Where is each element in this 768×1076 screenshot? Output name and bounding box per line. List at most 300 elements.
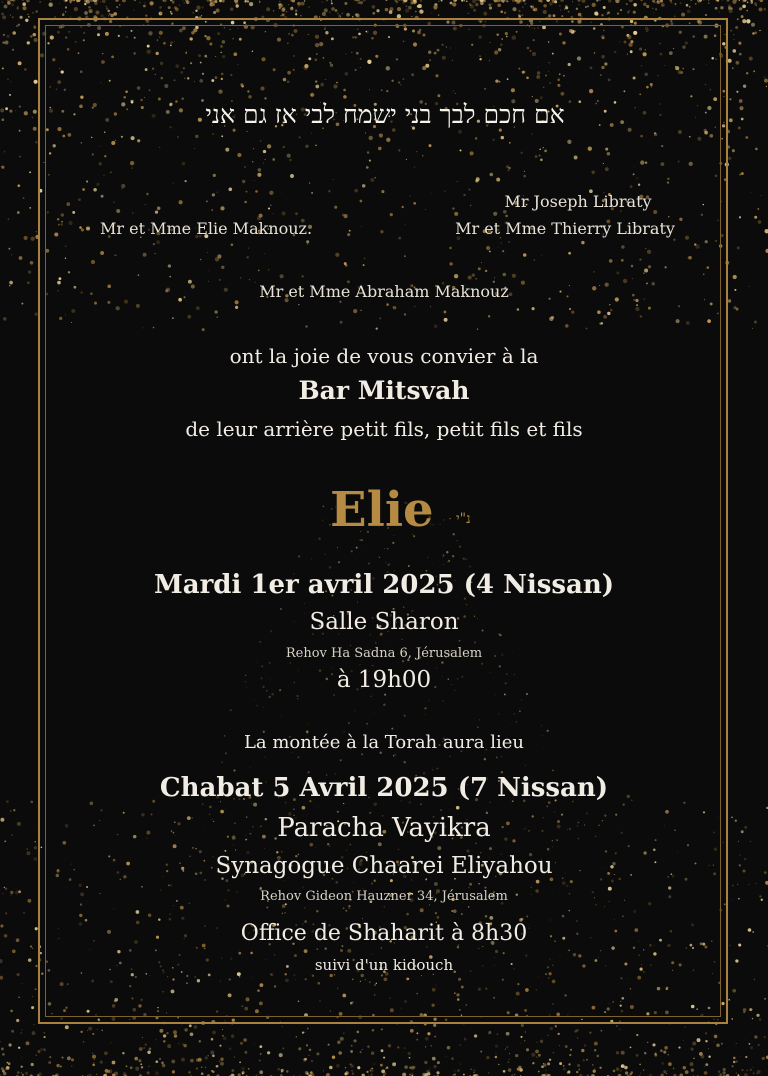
glitter-dot (181, 1024, 182, 1025)
glitter-dot (168, 6, 171, 9)
glitter-dot (266, 7, 270, 11)
glitter-dot (87, 1030, 88, 1031)
glitter-dot (755, 883, 756, 884)
glitter-dot (441, 0, 443, 2)
glitter-dot (484, 1, 485, 2)
glitter-dot (473, 9, 476, 12)
glitter-dot (762, 1057, 765, 1060)
glitter-dot (33, 110, 37, 114)
glitter-dot (564, 8, 565, 9)
glitter-dot (653, 12, 654, 13)
glitter-dot (601, 14, 603, 16)
glitter-dot (545, 1070, 546, 1071)
glitter-dot (708, 1056, 710, 1058)
glitter-dot (748, 884, 749, 885)
glitter-dot (199, 1040, 201, 1042)
glitter-dot (674, 3, 676, 5)
glitter-dot (309, 1049, 312, 1052)
glitter-dot (292, 0, 295, 2)
glitter-dot (0, 1041, 1, 1042)
glitter-dot (147, 1050, 151, 1054)
glitter-dot (170, 11, 172, 13)
glitter-dot (11, 3, 14, 6)
glitter-dot (331, 2, 333, 4)
glitter-dot (577, 1037, 578, 1038)
glitter-dot (174, 6, 177, 9)
glitter-dot (585, 6, 587, 8)
glitter-dot (92, 1055, 96, 1059)
glitter-dot (29, 207, 31, 209)
glitter-dot (385, 1068, 386, 1069)
glitter-dot (742, 0, 745, 2)
glitter-dot (31, 1063, 34, 1066)
glitter-dot (431, 12, 432, 13)
glitter-dot (596, 0, 598, 2)
glitter-dot (94, 1059, 95, 1060)
glitter-dot (344, 2, 347, 5)
glitter-dot (719, 12, 720, 13)
glitter-dot (733, 1057, 736, 1060)
glitter-dot (405, 9, 409, 13)
glitter-dot (509, 1053, 511, 1055)
glitter-dot (18, 996, 20, 998)
glitter-dot (303, 1059, 305, 1061)
glitter-dot (756, 5, 757, 6)
glitter-dot (143, 5, 146, 8)
glitter-dot (119, 4, 121, 6)
glitter-dot (7, 1062, 9, 1064)
glitter-dot (13, 0, 16, 2)
glitter-dot (106, 6, 107, 7)
glitter-dot (759, 30, 760, 31)
glitter-dot (543, 1063, 544, 1064)
glitter-dot (576, 8, 578, 10)
office-time: Office de Shaharit à 8h30 (240, 921, 528, 946)
glitter-dot (239, 1061, 241, 1063)
glitter-dot (304, 0, 305, 1)
glitter-dot (601, 1030, 603, 1032)
glitter-dot (328, 1044, 330, 1046)
glitter-dot (476, 0, 478, 1)
glitter-dot (162, 1064, 165, 1067)
glitter-dot (279, 7, 281, 9)
glitter-dot (498, 1064, 499, 1065)
glitter-dot (9, 94, 11, 96)
glitter-dot (174, 0, 175, 1)
glitter-dot (661, 1062, 664, 1065)
glitter-dot (418, 4, 422, 8)
host-right-line2: Mr et Mme Thierry Libraty (455, 219, 675, 238)
glitter-dot (533, 8, 536, 11)
glitter-dot (732, 149, 735, 152)
glitter-dot (414, 1026, 415, 1027)
glitter-dot (739, 7, 742, 10)
glitter-dot (624, 1066, 628, 1070)
glitter-dot (102, 0, 106, 3)
glitter-dot (337, 13, 339, 15)
glitter-dot (371, 1051, 374, 1054)
glitter-dot (565, 1045, 568, 1048)
glitter-dot (345, 1071, 349, 1075)
glitter-dot (570, 1049, 572, 1051)
glitter-dot (27, 41, 30, 44)
glitter-dot (105, 1073, 107, 1075)
glitter-dot (32, 948, 33, 949)
glitter-dot (753, 70, 755, 72)
glitter-dot (19, 256, 23, 260)
glitter-dot (480, 1, 484, 5)
glitter-dot (764, 77, 765, 78)
glitter-dot (452, 3, 454, 5)
glitter-dot (381, 1028, 383, 1030)
glitter-dot (249, 2, 253, 6)
glitter-dot (431, 1045, 432, 1046)
glitter-dot (184, 3, 185, 4)
glitter-dot (693, 1058, 694, 1059)
glitter-dot (26, 848, 27, 849)
glitter-dot (705, 1063, 708, 1066)
glitter-dot (360, 1051, 362, 1053)
glitter-dot (34, 38, 38, 42)
glitter-dot (685, 1070, 689, 1074)
glitter-dot (626, 3, 628, 5)
glitter-dot (116, 6, 118, 8)
glitter-dot (433, 1065, 436, 1068)
glitter-dot (420, 0, 422, 2)
glitter-dot (130, 1066, 133, 1069)
glitter-dot (752, 1018, 753, 1019)
glitter-dot (592, 1064, 593, 1065)
glitter-dot (560, 0, 564, 2)
glitter-dot (316, 1052, 319, 1055)
glitter-dot (735, 26, 738, 29)
glitter-dot (13, 809, 15, 811)
glitter-dot (10, 81, 11, 82)
glitter-dot (298, 1047, 301, 1050)
glitter-dot (26, 0, 30, 2)
glitter-dot (296, 1036, 297, 1037)
glitter-dot (372, 1029, 375, 1032)
glitter-dot (32, 996, 33, 997)
glitter-dot (660, 1049, 663, 1052)
glitter-dot (495, 1056, 498, 1059)
glitter-dot (615, 0, 619, 3)
glitter-dot (113, 12, 117, 16)
glitter-dot (739, 99, 743, 103)
glitter-dot (95, 10, 99, 14)
glitter-dot (633, 11, 636, 14)
glitter-dot (277, 1068, 280, 1071)
glitter-dot (10, 1010, 13, 1013)
glitter-dot (520, 1036, 522, 1038)
glitter-dot (549, 1059, 551, 1061)
glitter-dot (754, 31, 757, 34)
glitter-dot (732, 67, 734, 69)
glitter-dot (729, 98, 731, 100)
glitter-dot (763, 8, 766, 11)
glitter-dot (737, 884, 738, 885)
glitter-dot (3, 34, 5, 36)
glitter-dot (473, 1069, 475, 1071)
glitter-dot (208, 1055, 209, 1056)
glitter-dot (201, 15, 202, 16)
glitter-dot (3, 1072, 7, 1076)
glitter-dot (678, 1047, 680, 1049)
glitter-dot (220, 1058, 223, 1061)
glitter-dot (408, 6, 412, 10)
glitter-dot (2, 1, 3, 2)
glitter-dot (2, 67, 4, 69)
glitter-dot (24, 236, 28, 240)
glitter-dot (286, 1070, 288, 1072)
glitter-dot (222, 1035, 224, 1037)
glitter-dot (625, 1071, 628, 1074)
glitter-dot (48, 1061, 51, 1064)
glitter-dot (43, 1048, 46, 1051)
glitter-dot (44, 1037, 45, 1038)
glitter-dot (603, 6, 606, 9)
glitter-dot (23, 197, 25, 199)
glitter-dot (229, 1048, 232, 1051)
host-center: Mr et Mme Abraham Maknouz (259, 282, 509, 301)
glitter-dot (141, 1066, 143, 1068)
glitter-dot (159, 1029, 163, 1033)
glitter-dot (8, 1062, 11, 1065)
glitter-dot (616, 1051, 619, 1054)
glitter-dot (525, 1032, 526, 1033)
glitter-dot (425, 1037, 429, 1041)
glitter-dot (219, 1045, 221, 1047)
glitter-dot (326, 16, 327, 17)
glitter-dot (201, 6, 203, 8)
glitter-dot (19, 106, 21, 108)
glitter-dot (742, 19, 746, 23)
glitter-dot (301, 2, 305, 6)
glitter-dot (149, 1048, 152, 1051)
glitter-dot (254, 1043, 255, 1044)
glitter-dot (170, 0, 173, 1)
torah-intro: La montée à la Torah aura lieu (243, 732, 525, 753)
glitter-dot (22, 983, 23, 984)
glitter-dot (18, 61, 22, 65)
glitter-dot (746, 72, 748, 74)
glitter-dot (731, 1018, 733, 1020)
glitter-dot (190, 1059, 194, 1063)
glitter-dot (587, 5, 589, 7)
glitter-dot (22, 6, 26, 10)
glitter-dot (339, 1041, 340, 1042)
glitter-dot (139, 1073, 140, 1074)
glitter-dot (326, 0, 328, 1)
glitter-dot (416, 1032, 418, 1034)
glitter-dot (652, 8, 653, 9)
glitter-dot (692, 0, 693, 1)
glitter-dot (155, 1039, 156, 1040)
glitter-dot (281, 1069, 284, 1072)
glitter-dot (324, 8, 328, 12)
glitter-dot (736, 1073, 737, 1074)
glitter-dot (438, 1, 439, 2)
glitter-dot (722, 0, 723, 1)
glitter-dot (402, 1073, 406, 1076)
glitter-dot (122, 0, 126, 2)
torah-date: Chabat 5 Avril 2025 (7 Nissan) (159, 773, 609, 803)
glitter-dot (756, 1073, 757, 1074)
kidouch-line: suivi d'un kidouch (314, 956, 454, 974)
glitter-dot (172, 1070, 175, 1073)
glitter-dot (80, 1031, 82, 1033)
glitter-dot (353, 1039, 356, 1042)
glitter-dot (311, 1060, 313, 1062)
glitter-dot (92, 1063, 95, 1066)
glitter-dot (329, 1066, 333, 1070)
glitter-dot (4, 5, 8, 9)
glitter-dot (144, 2, 145, 3)
glitter-dot (106, 7, 108, 9)
glitter-dot (332, 1056, 335, 1059)
glitter-dot (282, 13, 285, 16)
glitter-dot (745, 136, 748, 139)
glitter-dot (764, 998, 766, 1000)
glitter-dot (454, 1070, 455, 1071)
glitter-dot (331, 0, 332, 1)
glitter-dot (629, 0, 633, 2)
glitter-dot (7, 79, 8, 80)
glitter-dot (295, 9, 298, 12)
glitter-dot (367, 1046, 369, 1048)
glitter-dot (1, 118, 4, 121)
glitter-dot (714, 1035, 718, 1039)
glitter-dot (193, 12, 194, 13)
glitter-dot (12, 31, 16, 35)
glitter-dot (753, 1072, 755, 1074)
glitter-dot (504, 12, 506, 14)
glitter-dot (171, 13, 173, 15)
glitter-dot (654, 1053, 656, 1055)
glitter-dot (415, 11, 417, 13)
glitter-dot (728, 4, 731, 7)
glitter-dot (337, 1040, 341, 1044)
glitter-dot (1, 13, 4, 16)
glitter-dot (543, 10, 547, 14)
glitter-dot (31, 1006, 34, 1009)
glitter-dot (578, 0, 581, 2)
glitter-dot (33, 25, 35, 27)
glitter-dot (741, 15, 744, 18)
glitter-dot (188, 1071, 190, 1073)
glitter-dot (474, 1034, 477, 1037)
glitter-dot (110, 1042, 111, 1043)
glitter-dot (260, 1053, 262, 1055)
glitter-dot (470, 1069, 472, 1071)
glitter-dot (144, 1043, 147, 1046)
glitter-dot (216, 1065, 219, 1068)
glitter-dot (388, 1044, 391, 1047)
glitter-dot (708, 0, 710, 1)
glitter-dot (760, 195, 761, 196)
glitter-dot (10, 0, 13, 1)
glitter-dot (636, 1034, 638, 1036)
glitter-dot (691, 1068, 694, 1071)
glitter-dot (505, 1049, 506, 1050)
glitter-dot (88, 6, 91, 9)
glitter-dot (517, 1068, 520, 1071)
glitter-dot (754, 216, 757, 219)
glitter-dot (708, 1048, 709, 1049)
glitter-dot (174, 1034, 177, 1037)
glitter-dot (401, 0, 403, 1)
glitter-dot (241, 1067, 245, 1071)
glitter-dot (9, 110, 12, 113)
glitter-dot (723, 1071, 726, 1074)
glitter-dot (97, 1029, 98, 1030)
glitter-dot (752, 1067, 753, 1068)
glitter-dot (697, 1038, 701, 1042)
party-time: à 19h00 (336, 667, 432, 693)
glitter-dot (409, 1066, 411, 1068)
glitter-dot (89, 9, 93, 13)
glitter-dot (671, 2, 673, 4)
glitter-dot (705, 1040, 707, 1042)
glitter-dot (410, 1029, 414, 1033)
glitter-dot (86, 0, 90, 4)
glitter-dot (190, 1032, 194, 1036)
glitter-dot (578, 4, 580, 6)
glitter-dot (549, 2, 553, 6)
glitter-dot (92, 1033, 94, 1035)
glitter-dot (19, 16, 22, 19)
glitter-dot (143, 1047, 144, 1048)
glitter-dot (685, 1027, 686, 1028)
glitter-dot (695, 3, 696, 4)
glitter-dot (6, 35, 9, 38)
glitter-dot (194, 1025, 197, 1028)
glitter-dot (430, 1068, 431, 1069)
glitter-dot (433, 5, 437, 9)
glitter-dot (350, 1050, 353, 1053)
glitter-dot (750, 1069, 752, 1071)
glitter-dot (523, 0, 526, 2)
glitter-dot (460, 1064, 461, 1065)
glitter-dot (613, 1070, 616, 1073)
glitter-dot (691, 0, 692, 1)
glitter-dot (211, 1070, 213, 1072)
glitter-dot (629, 10, 630, 11)
glitter-dot (2, 41, 4, 43)
glitter-dot (395, 1063, 396, 1064)
glitter-dot (259, 1, 261, 3)
glitter-dot (219, 0, 222, 2)
glitter-dot (756, 1014, 759, 1017)
glitter-dot (488, 1033, 490, 1035)
glitter-dot (745, 1056, 747, 1058)
glitter-dot (12, 49, 14, 51)
glitter-dot (304, 1032, 305, 1033)
glitter-dot (0, 108, 4, 112)
glitter-dot (540, 1040, 543, 1043)
glitter-dot (308, 6, 310, 8)
glitter-dot (743, 85, 746, 88)
glitter-dot (703, 0, 704, 1)
glitter-dot (749, 1043, 751, 1045)
glitter-dot (663, 1051, 666, 1054)
glitter-dot (84, 3, 86, 5)
glitter-dot (18, 24, 20, 26)
glitter-dot (728, 59, 732, 63)
glitter-dot (397, 7, 401, 11)
glitter-dot (692, 1042, 696, 1046)
glitter-dot (738, 126, 741, 129)
